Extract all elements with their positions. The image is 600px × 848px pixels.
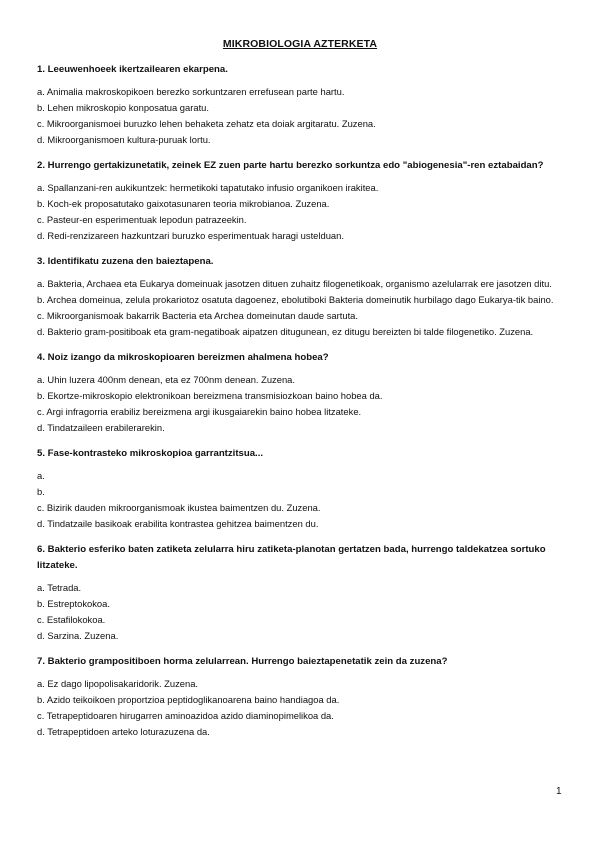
question-title: 2. Hurrengo gertakizunetatik, zeinek EZ zuen parte hartu berezko sorkuntza edo "abiogenesia"-ren eztabaidan? [37, 160, 544, 171]
question-list [37, 62, 565, 750]
answer-option: a. Bakteria, Archaea eta Eukarya domeinuak jasotzen dituen zuhaitz filogenetikoak, organismo azelularrak ere jasotzen ditu. [37, 278, 552, 289]
question-title: 3. Identifikatu zuzena den baieztapena. [37, 256, 214, 267]
answer-option: c. Estafilokokoa. [37, 614, 106, 625]
question-title: 6. Bakterio esferiko baten zatiketa zelularra hiru zatiketa-planotan gertatzen bada, hurrengo taldekatzea sortuko litzateke. [37, 544, 546, 571]
answer-option: a. Spallanzani-ren aukikuntzek: hermetikoki tapatutako infusio organikoen irakitea. [37, 182, 379, 193]
answer-option: b. Archea domeinua, zelula prokariotoz osatuta dagoenez, ebolutiboki Bakteria domeinutik hurbilago dago Eukarya-tik baino. [37, 294, 554, 305]
answer-option: c. Mikroorganismoei buruzko lehen behaketa zehatz eta doiak argitaratu. Zuzena. [37, 118, 376, 129]
answer-option: c. Argi infragorria erabiliz bereizmena argi ikusgaiarekin baino hobea litzateke. [37, 406, 362, 417]
answer-option: b. Koch-ek proposatutako gaixotasunaren teoria mikrobianoa. Zuzena. [37, 198, 330, 209]
question-7 [37, 654, 565, 740]
answer-option: a. [37, 470, 45, 481]
question-6 [37, 542, 565, 644]
answer-option: d. Tindatzaile basikoak erabilita kontrastea gehitzea baimentzen du. [37, 518, 319, 529]
answer-option: d. Bakterio gram-positiboak eta gram-negatiboak aipatzen ditugunean, ez ditugu bereizten bi talde filogenetiko. Zuzena. [37, 326, 534, 337]
answer-option: a. Tetrada. [37, 582, 82, 593]
question-3 [37, 254, 565, 340]
answer-option: b. Azido teikoikoen proportzioa peptidoglikanoarena baino handiagoa da. [37, 694, 340, 705]
answer-option: c. Pasteur-en esperimentuak lepodun patrazeekin. [37, 214, 247, 225]
question-title: 4. Noiz izango da mikroskopioaren bereizmen ahalmena hobea? [37, 352, 329, 363]
question-2 [37, 158, 565, 244]
answer-option: a. Uhin luzera 400nm denean, eta ez 700nm denean. Zuzena. [37, 374, 295, 385]
question-title: 1. Leeuwenhoeek ikertzailearen ekarpena. [37, 64, 228, 75]
answer-option: b. Ekortze-mikroskopio elektronikoan bereizmena transmisiozkoan baino hobea da. [37, 390, 383, 401]
answer-option: d. Mikroorganismoen kultura-puruak lortu. [37, 134, 211, 145]
question-title: 7. Bakterio grampositiboen horma zelularrean. Hurrengo baieztapenetatik zein da zuzena? [37, 656, 448, 667]
answer-option: b. [37, 486, 45, 497]
answer-option: c. Mikroorganismoak bakarrik Bacteria eta Archea domeinutan daude sartuta. [37, 310, 359, 321]
answer-option: d. Sarzina. Zuzena. [37, 630, 119, 641]
answer-option: b. Lehen mikroskopio konposatua garatu. [37, 102, 209, 113]
answer-option: d. Redi-renzizareen hazkuntzari buruzko esperimentuak haragi ustelduan. [37, 230, 344, 241]
page-title: MIKROBIOLOGIA AZTERKETA [222, 38, 378, 50]
question-1 [37, 62, 565, 148]
answer-option: a. Animalia makroskopikoen berezko sorkuntzaren errefusean parte hartu. [37, 86, 345, 97]
question-5 [37, 446, 565, 532]
answer-option: d. Tetrapeptidoen arteko loturazuzena da. [37, 726, 210, 737]
answer-option: c. Tetrapeptidoaren hirugarren aminoazidoa azido diaminopimelikoa da. [37, 710, 334, 721]
page-number: 1 [556, 786, 562, 797]
answer-option: c. Bizirik dauden mikroorganismoak ikustea baimentzen du. Zuzena. [37, 502, 321, 513]
answer-option: b. Estreptokokoa. [37, 598, 110, 609]
answer-option: d. Tindatzaileen erabilerarekin. [37, 422, 165, 433]
answer-option: a. Ez dago lipopolisakaridorik. Zuzena. [37, 678, 199, 689]
question-4 [37, 350, 565, 436]
question-title: 5. Fase-kontrasteko mikroskopioa garrantzitsua... [37, 448, 264, 459]
